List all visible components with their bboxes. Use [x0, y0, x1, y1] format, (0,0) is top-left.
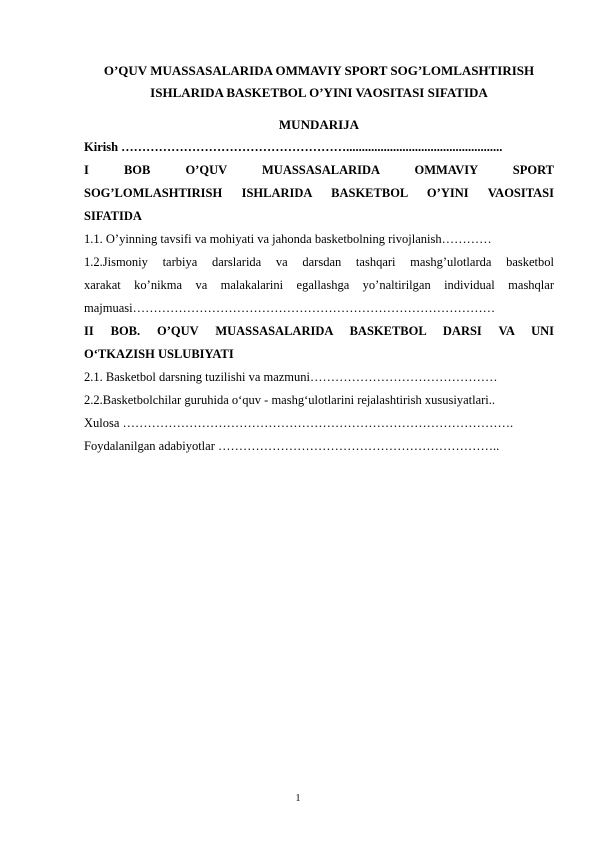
title-line-2: ISHLARIDA BASKETBOL O’YINI VAOSITASI SIFATIDA	[150, 85, 488, 100]
toc-chapter-2-line-2[interactable]: O‘TKAZISH USLUBIYATI	[84, 347, 234, 361]
toc-entry-adabiyotlar[interactable]: Foydalanilgan adabiyotlar …………………………………………………………..	[84, 439, 500, 453]
table-of-contents	[84, 136, 554, 458]
toc-chapter-2-line-1[interactable]: II BOB. O’QUV MUASSASALARIDA BASKETBOL DARSI VA UNI	[84, 324, 554, 338]
toc-entry-1-2-line-3[interactable]: majmuasi……………………………………………………………………………	[84, 301, 496, 315]
toc-heading: MUNDARIJA	[278, 117, 360, 132]
toc-chapter-1-line-2[interactable]: SOG’LOMLASHTIRISH ISHLARIDA BASKETBOL O’YINI VAOSITASI	[84, 186, 554, 200]
toc-chapter-1-line-1[interactable]: I BOB O’QUV MUASSASALARIDA OMMAVIY SPORT	[84, 163, 554, 177]
toc-entry-1-2-line-1[interactable]: 1.2.Jismoniy tarbiya darslarida va darsdan tashqari mashg’ulotlarda basketbol	[84, 255, 554, 269]
document-title	[84, 60, 554, 104]
toc-entry-1-1[interactable]: 1.1. O’yinning tavsifi va mohiyati va jahonda basketbolning rivojlanish…………	[84, 232, 492, 246]
toc-entry-kirish[interactable]: Kirish ………………………………………………..................................................	[84, 140, 503, 154]
page-number: 1	[295, 793, 301, 804]
title-line-1: O’QUV MUASSASALARIDA OMMAVIY SPORT SOG’LOMLASHTIRISH	[103, 63, 535, 78]
toc-chapter-1-line-3[interactable]: SIFATIDA	[84, 209, 142, 223]
toc-entry-1-2-line-2[interactable]: xarakat ko’nikma va malakalarini egallashga yo’naltirilgan individual mashqlar	[84, 278, 554, 292]
toc-entry-xulosa[interactable]: Xulosa ………………………………………………………………………………….	[84, 416, 514, 430]
toc-entry-2-1[interactable]: 2.1. Basketbol darsning tuzilishi va mazmuni………………………………………	[84, 370, 498, 384]
toc-entry-2-2[interactable]: 2.2.Basketbolchilar guruhida o‘quv - mashg‘ulotlarini rejalashtirish xususiyatlari..	[84, 393, 496, 407]
